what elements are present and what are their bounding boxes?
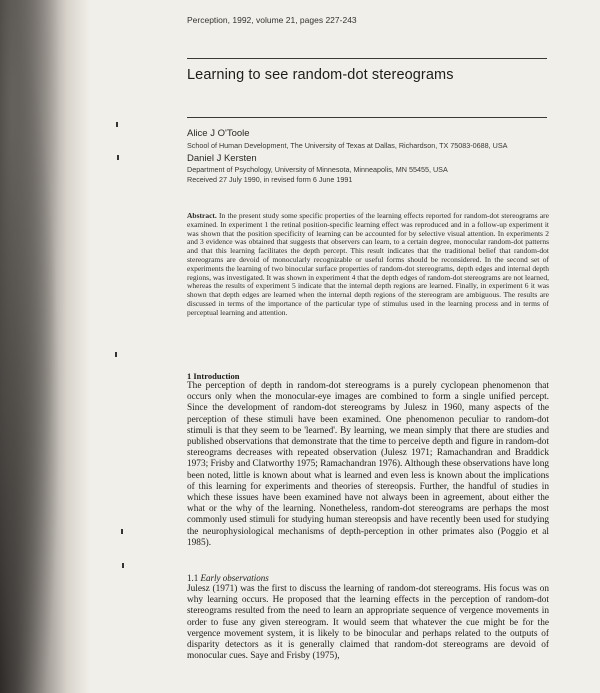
abstract-text: In the present study some specific properties of the learning effects reported for random-dot stereograms are examined. In experiment 1 the retinal position-specific learning effect was reproduced and in a follow-up experiment it was shown that the position specificity of learning can be accounted for by selective visual attention. In experiments 2 and 3 evidence was obtained that suggests that observers can learn, to a certain degree, monocular random-dot patterns and that this learning facilitates the depth percept. This result indicates that the traditional belief that random-dot stereograms are devoid of monocularly recognizable or useful forms should be reconsidered. In the second set of experiments the learning of two binocular surface properties of random-dot stereograms, depth edges and internal depth regions, was investigated. It was shown in experiment 4 that the depth edges of random-dot stereograms are not learned, whereas the results of experiment 5 indicate that the internal depth regions are learned. Finally, in experiment 6 it was shown that depth edges are learned when the internal depth regions of the stereogram are ambiguous. The results are discussed in terms of the importance of the particular type of stimulus used in the learning process and in terms of perceptual learning and attention.: [187, 211, 549, 317]
paper-title: Learning to see random-dot stereograms: [187, 67, 454, 83]
subsection-title: Early observations: [200, 573, 269, 583]
title-bottom-rule: [187, 117, 547, 118]
journal-reference: Perception, 1992, volume 21, pages 227-243: [187, 15, 357, 25]
abstract: [187, 212, 549, 318]
abstract-label: Abstract.: [187, 211, 217, 220]
author-name: Daniel J Kersten: [187, 153, 257, 164]
introduction-paragraph: The perception of depth in random-dot stereograms is a purely cyclopean phenomenon that occurs only when the monocular-eye images are combined to form a single unified percept. Since the development of random-dot stereograms by Julesz in 1960, many aspects of the perception of these stimuli have been examined. One phenomenon peculiar to random-dot stimuli is that they seem to be 'learned'. By learning, we mean simply that there are studies and published observations that demonstrate that the time to perceive depth and figure in random-dot stereograms decreases with repeated observation (Julesz 1971; Ramachandran and Braddick 1973; Frisby and Clatworthy 1975; Ramachandran 1976). Although these observations have long been noted, little is known about what is learned and even less is known about the implications of this learning for experiments and theories of stereopsis. Further, the handful of studies in which these issues have been examined have not always been in agreement, about either the what or the why of the learning. Nonetheless, random-dot stereograms are perhaps the most commonly used stimuli for studying human stereopsis and have recently been used for studying the neurophysiological mechanisms of depth-perception in other primates also (Poggio et al 1985).: [187, 381, 549, 548]
margin-mark: [115, 352, 117, 357]
margin-mark: [122, 563, 124, 568]
section-heading: 1 Introduction: [187, 371, 240, 381]
received-date: Received 27 July 1990, in revised form 6 June 1991: [187, 175, 353, 184]
early-observations-paragraph: Julesz (1971) was the first to discuss the learning of random-dot stereograms. His focus was on why learning occurs. He proposed that the learning effects in the perception of random-dot stereograms resulted from the need to learn an appropriate sequence of vergence movements in order to fuse any given stereogram. It would seem that whatever the cue might be for the vergence movement system, it is likely to be binocular and perhaps related to the outputs of disparity detectors as it is generally claimed that random-dot stereograms are devoid of monocular cues. Saye and Frisby (1975),: [187, 584, 549, 662]
subsection-number: 1.1: [187, 573, 199, 583]
scan-dark-region: [0, 0, 60, 693]
author-affiliation: Department of Psychology, University of Minnesota, Minneapolis, MN 55455, USA: [187, 165, 448, 174]
margin-mark: [121, 529, 123, 534]
margin-mark: [117, 155, 119, 160]
subsection-heading: [187, 573, 269, 583]
title-top-rule: [187, 58, 547, 59]
author-affiliation: School of Human Development, The University of Texas at Dallas, Richardson, TX 75083-0688, USA: [187, 141, 508, 150]
margin-mark: [116, 122, 118, 127]
author-name: Alice J O'Toole: [187, 128, 250, 139]
